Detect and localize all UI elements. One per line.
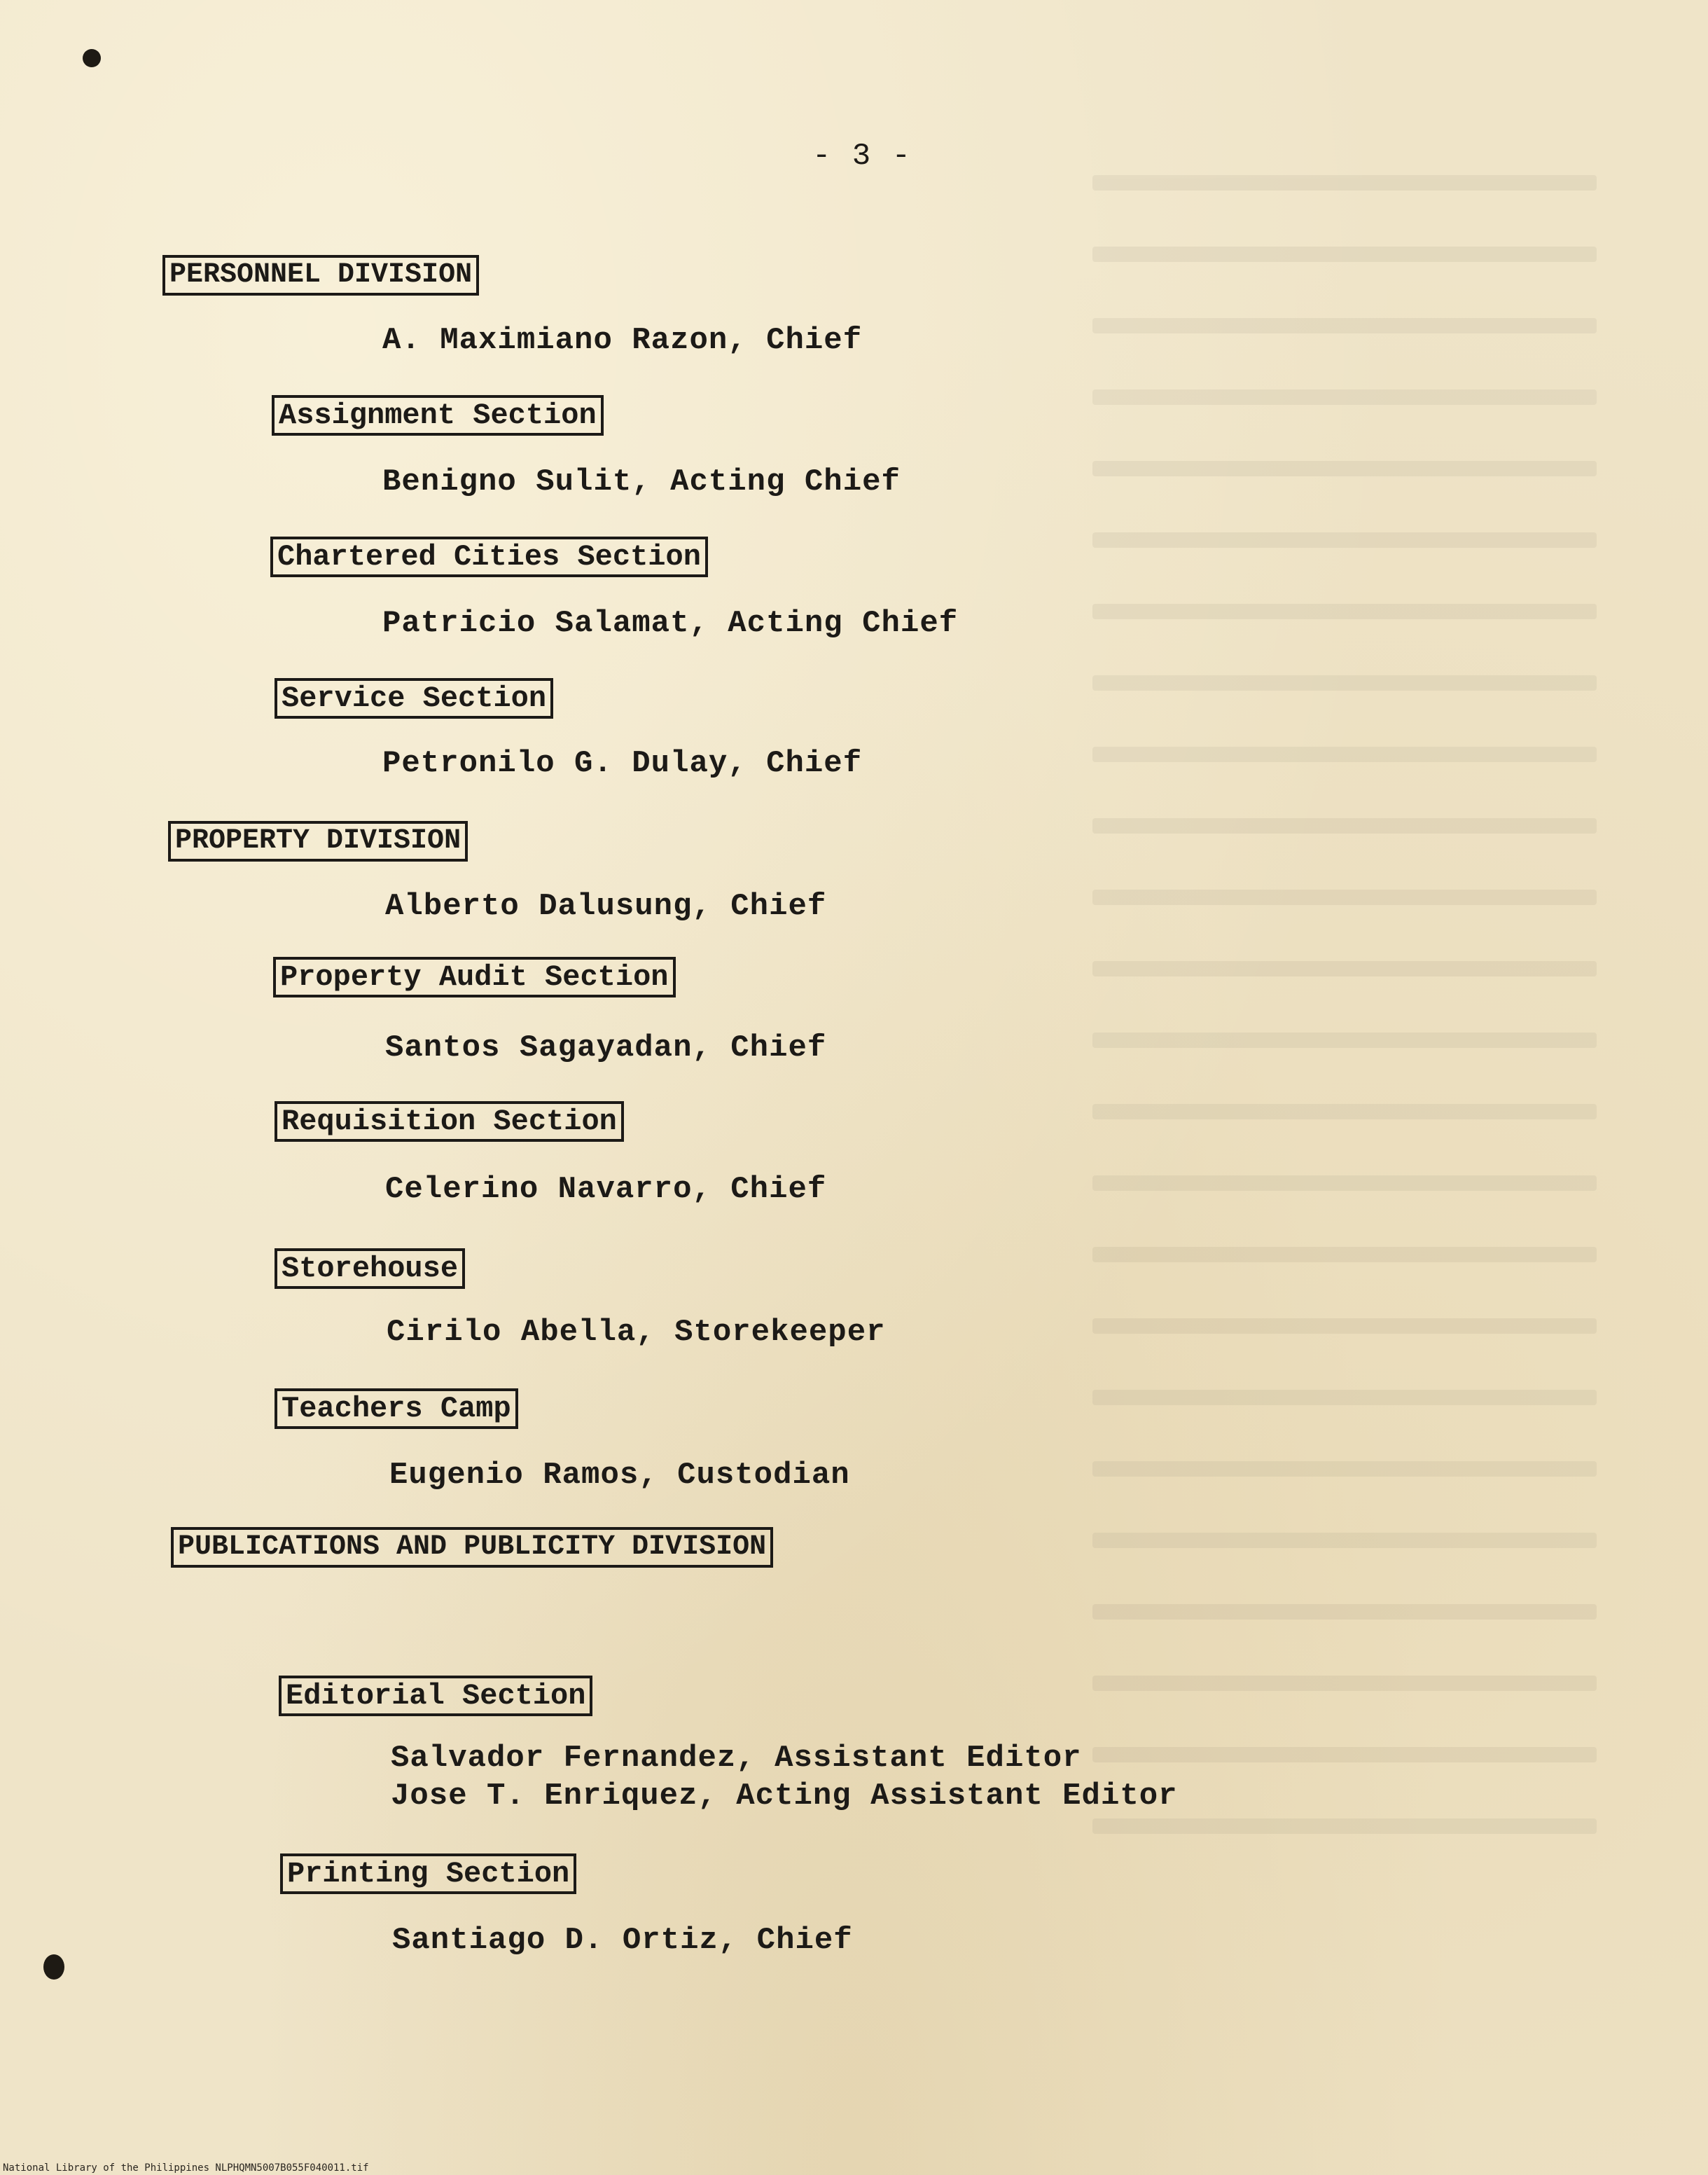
section-heading-chartered-cities: Chartered Cities Section [270,537,708,577]
division-heading-personnel: PERSONNEL DIVISION [162,255,479,296]
staff-entry: Santiago D. Ortiz, Chief [392,1923,853,1958]
page-number: - 3 - [812,139,912,174]
section-heading-assignment: Assignment Section [272,395,604,436]
staff-entry: Petronilo G. Dulay, Chief [382,746,863,781]
ink-spot-mark [43,1954,64,1980]
staff-entry: Cirilo Abella, Storekeeper [387,1315,886,1350]
division-heading-property: PROPERTY DIVISION [168,821,468,862]
scan-caption: National Library of the Philippines NLPHQMN5007B055F040011.tif [3,2162,369,2174]
staff-entry: Celerino Navarro, Chief [385,1172,827,1207]
staff-entry: Santos Sagayadan, Chief [385,1030,827,1065]
section-heading-editorial: Editorial Section [279,1676,592,1716]
staff-entry: Salvador Fernandez, Assistant Editor [391,1741,1082,1776]
section-heading-property-audit: Property Audit Section [273,957,676,997]
staff-entry: Patricio Salamat, Acting Chief [382,606,959,641]
section-heading-teachers-camp: Teachers Camp [275,1388,518,1429]
section-heading-printing: Printing Section [280,1853,576,1894]
bleed-through-text [1092,175,1597,1996]
staple-hole-mark [83,49,101,67]
staff-entry: A. Maximiano Razon, Chief [382,323,863,358]
division-heading-publications: PUBLICATIONS AND PUBLICITY DIVISION [171,1527,773,1568]
section-heading-service: Service Section [275,678,553,719]
staff-entry: Benigno Sulit, Acting Chief [382,464,901,499]
staff-entry: Eugenio Ramos, Custodian [389,1458,850,1493]
staff-entry: Alberto Dalusung, Chief [385,889,827,924]
section-heading-storehouse: Storehouse [275,1248,465,1289]
section-heading-requisition: Requisition Section [275,1101,624,1142]
staff-entry: Jose T. Enriquez, Acting Assistant Editor [391,1779,1178,1814]
